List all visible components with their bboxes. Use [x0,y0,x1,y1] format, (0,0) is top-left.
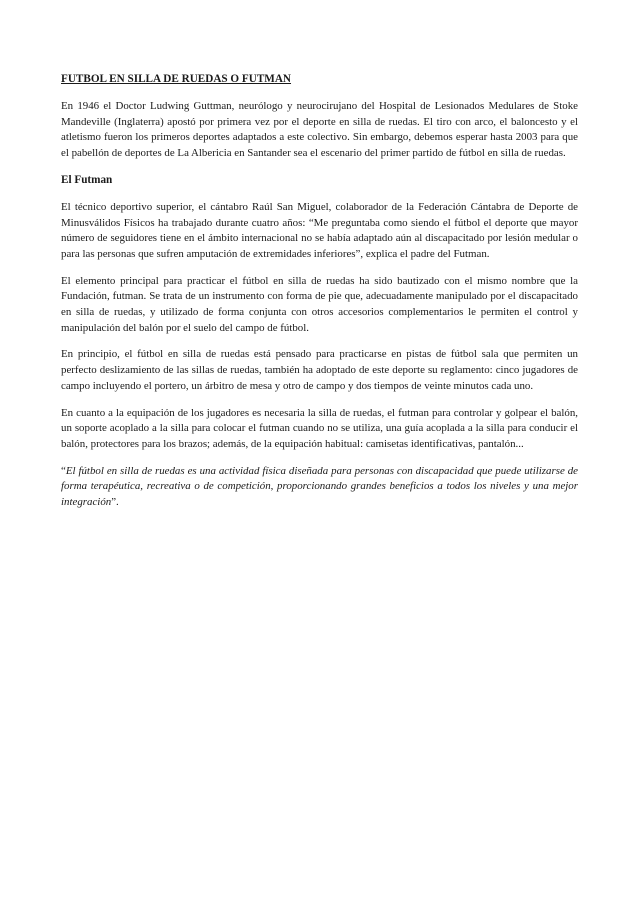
quote-open-mark: “ [61,464,66,477]
body-paragraph-1: El técnico deportivo superior, el cántabro Raúl San Miguel, colaborador de la Federación Cántabra de Deporte de Minusválidos Físicos ha trabajado durante cuatro años: “Me preguntaba como siendo el fútbol el deporte que mayor número de seguidores tiene en el ámbito internacional no se había adaptado aún al discapacitado por lesión medular o para las personas que sufren amputación de extremidades inferiores”, explica el padre del Futman. [61,200,578,260]
quote-close-mark: ”. [111,496,119,509]
quote-text: El fútbol en silla de ruedas es una actividad física diseñada para personas con discapacidad que puede utilizarse de forma terapéutica, recreativa o de competición, proporcionando grandes beneficios a todos los niveles y una mejor integración [61,464,578,509]
body-paragraph-4: En cuanto a la equipación de los jugadores es necesaria la silla de ruedas, el futman para controlar y golpear el balón, un soporte acoplado a la silla para colocar el futman cuando no se utiliza, una guía acoplada a la silla para conducir el balón, protectores para los brazos; además, de la equipación habitual: camisetas identificativas, pantalón... [61,406,578,450]
closing-quote [61,464,578,511]
body-paragraph-2: El elemento principal para practicar el fútbol en silla de ruedas ha sido bautizado con el mismo nombre que la Fundación, futman. Se trata de un instrumento con forma de pie que, adecuadamente manipulado por el discapacitado en silla de ruedas, y utilizado de forma conjunta con otros accesorios complementarios le permiten el control y manipulación del balón por el suelo del campo de fútbol. [61,274,578,334]
document-page [61,72,578,511]
section-heading: El Futman [61,173,113,186]
intro-paragraph: En 1946 el Doctor Ludwing Guttman, neurólogo y neurocirujano del Hospital de Lesionados Medulares de Stoke Mandeville (Inglaterra) apostó por primera vez por el deporte en silla de ruedas. El tiro con arco, el baloncesto y el atletismo fueron los primeros deportes adaptados a este colectivo. Sin embargo, debemos esperar hasta 2003 para que el pabellón de deportes de La Albericia en Santander sea el escenario del primer partido de fútbol en silla de ruedas. [61,100,578,160]
body-paragraph-3: En principio, el fútbol en silla de ruedas está pensado para practicarse en pistas de fútbol sala que permiten un perfecto deslizamiento de las sillas de ruedas, también ha adoptado de este deporte su reglamento: cinco jugadores de campo incluyendo el portero, un árbitro de mesa y otro de campo y dos tiempos de veinte minutos cada uno. [61,348,578,392]
document-title: FUTBOL EN SILLA DE RUEDAS O FUTMAN [61,73,292,85]
